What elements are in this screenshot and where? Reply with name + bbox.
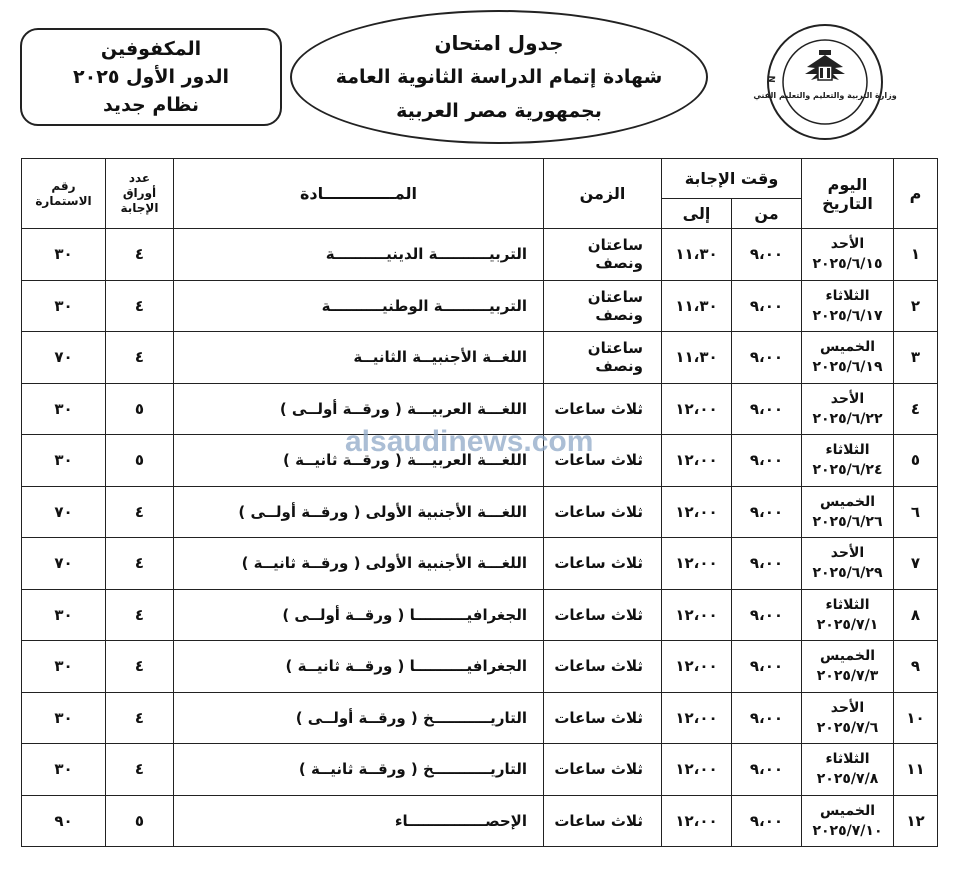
cell-num: ٥ [894, 435, 938, 487]
cell-sheets: ٤ [105, 692, 173, 744]
cell-date: ٢٠٢٥/٦/١٧ [812, 307, 883, 324]
cell-sheets: ٥ [105, 383, 173, 435]
cell-day-date [802, 280, 894, 332]
cell-day-date [802, 332, 894, 384]
cell-subject: الجغرافيــــــــــا ( ورقــة أولــى ) [173, 589, 543, 641]
cell-form: ٣٠ [21, 383, 105, 435]
cell-day-date [802, 795, 894, 847]
cell-form: ٣٠ [21, 692, 105, 744]
cell-duration: ثلاث ساعات [543, 538, 661, 590]
cell-subject: التاريـــــــــــخ ( ورقــة ثانيــة ) [173, 744, 543, 796]
header-sheets-l3: الإجابة [120, 201, 159, 215]
cell-duration: ثلاث ساعات [543, 641, 661, 693]
cell-day-date [802, 641, 894, 693]
cell-form: ٧٠ [21, 486, 105, 538]
cell-duration: ثلاث ساعات [543, 435, 661, 487]
header-from: من [732, 199, 802, 229]
cell-date: ٢٠٢٥/٧/٣ [816, 668, 879, 685]
logo-ring-text: N [767, 75, 779, 84]
cell-subject: اللغـــة الأجنبية الأولى ( ورقــة أولــى ) [173, 486, 543, 538]
cell-sheets: ٤ [105, 641, 173, 693]
table-row [21, 641, 937, 693]
table-row [21, 795, 937, 847]
cell-sheets: ٥ [105, 435, 173, 487]
header-num: م [894, 159, 938, 229]
cell-date: ٢٠٢٥/٦/١٩ [812, 359, 883, 376]
cell-form: ٣٠ [21, 280, 105, 332]
cell-day-date [802, 486, 894, 538]
cell-subject: الجغرافيــــــــــا ( ورقــة ثانيــة ) [173, 641, 543, 693]
info-category: المكفوفين [100, 38, 202, 60]
table-row [21, 538, 937, 590]
certificate-name: شهادة إتمام الدراسة الثانوية العامة [335, 66, 663, 88]
cell-num: ١٢ [894, 795, 938, 847]
cell-duration: ثلاث ساعات [543, 486, 661, 538]
cell-to: ١١،٣٠ [661, 280, 731, 332]
egypt-eagle-emblem-icon [735, 22, 915, 142]
cell-from: ٩،٠٠ [732, 641, 802, 693]
table-row [21, 280, 937, 332]
header-answer-time: وقت الإجابة [661, 159, 801, 199]
cell-sheets: ٤ [105, 229, 173, 281]
cell-form: ٩٠ [21, 795, 105, 847]
cell-duration: ثلاث ساعات [543, 692, 661, 744]
cell-from: ٩،٠٠ [732, 795, 802, 847]
logo-ar-text: وزارة التربية والتعليم والتعليم الفني [753, 91, 897, 100]
cell-duration: ساعتان ونصف [543, 280, 661, 332]
cell-sheets: ٤ [105, 538, 173, 590]
watermark: alsaudinews.com [345, 425, 594, 458]
cell-duration: ساعتان ونصف [543, 229, 661, 281]
cell-day: الثلاثاء [825, 596, 870, 613]
cell-from: ٩،٠٠ [732, 383, 802, 435]
cell-subject: اللغـــة الأجنبية الأولى ( ورقــة ثانيــة ) [173, 538, 543, 590]
cell-duration: ثلاث ساعات [543, 744, 661, 796]
cell-date: ٢٠٢٥/٦/٢٦ [812, 513, 883, 530]
cell-to: ١٢،٠٠ [661, 538, 731, 590]
cell-to: ١١،٣٠ [661, 332, 731, 384]
table-row [21, 229, 937, 281]
cell-duration: ثلاث ساعات [543, 589, 661, 641]
exam-title: جدول امتحان [434, 31, 564, 55]
cell-duration: ثلاث ساعات [543, 795, 661, 847]
cell-to: ١٢،٠٠ [661, 744, 731, 796]
cell-from: ٩،٠٠ [732, 229, 802, 281]
cell-form: ٣٠ [21, 589, 105, 641]
cell-to: ١٢،٠٠ [661, 795, 731, 847]
cell-to: ١٢،٠٠ [661, 589, 731, 641]
exam-schedule-table [22, 158, 938, 847]
cell-to: ١٢،٠٠ [661, 383, 731, 435]
cell-num: ٧ [894, 538, 938, 590]
cell-to: ١٢،٠٠ [661, 435, 731, 487]
table-row [21, 744, 937, 796]
cell-sheets: ٥ [105, 795, 173, 847]
cell-day: الخميس [819, 493, 876, 510]
cell-subject: التاريـــــــــــخ ( ورقــة أولــى ) [173, 692, 543, 744]
cell-day: الأحد [830, 545, 865, 562]
cell-form: ٣٠ [21, 435, 105, 487]
cell-num: ٦ [894, 486, 938, 538]
cell-num: ٩ [894, 641, 938, 693]
cell-sheets: ٤ [105, 589, 173, 641]
header-sheets-l1: عدد [128, 171, 151, 185]
cell-day-date [802, 229, 894, 281]
cell-day-date [802, 383, 894, 435]
cell-from: ٩،٠٠ [732, 589, 802, 641]
cell-day-date [802, 744, 894, 796]
info-round: الدور الأول ٢٠٢٥ [73, 66, 229, 88]
cell-from: ٩،٠٠ [732, 332, 802, 384]
cell-sheets: ٤ [105, 280, 173, 332]
cell-from: ٩،٠٠ [732, 744, 802, 796]
cell-date: ٢٠٢٥/٦/١٥ [812, 256, 883, 273]
cell-day: الخميس [819, 802, 876, 819]
cell-day: الثلاثاء [825, 442, 870, 459]
cell-sheets: ٤ [105, 332, 173, 384]
cell-num: ٨ [894, 589, 938, 641]
svg-text:MINISTRY OF EDUCATION AND TECH [735, 22, 778, 83]
header-to: إلى [661, 199, 731, 229]
cell-num: ١٠ [894, 692, 938, 744]
cell-day: الثلاثاء [825, 751, 870, 768]
cell-day: الأحد [830, 390, 865, 407]
cell-day-date [802, 589, 894, 641]
exam-info-box [20, 28, 282, 126]
info-system: نظام جديد [102, 94, 200, 116]
cell-date: ٢٠٢٥/٦/٢٢ [812, 410, 883, 427]
header-form [21, 159, 105, 229]
header-day-date [802, 159, 894, 229]
cell-subject: التربيـــــــــة الوطنيــــــــــة [173, 280, 543, 332]
cell-num: ٢ [894, 280, 938, 332]
country-name: بجمهورية مصر العربية [396, 100, 602, 122]
cell-day: الأحد [830, 699, 865, 716]
cell-to: ١٢،٠٠ [661, 641, 731, 693]
cell-day: الخميس [819, 648, 876, 665]
cell-subject: الإحصـــــــــــــــاء [173, 795, 543, 847]
cell-from: ٩،٠٠ [732, 486, 802, 538]
cell-to: ١٢،٠٠ [661, 486, 731, 538]
cell-date: ٢٠٢٥/٦/٢٤ [812, 462, 883, 479]
cell-subject: اللغـــة العربيـــة ( ورقــة أولــى ) [173, 383, 543, 435]
cell-from: ٩،٠٠ [732, 538, 802, 590]
header-duration: الزمن [543, 159, 661, 229]
cell-num: ٣ [894, 332, 938, 384]
cell-sheets: ٤ [105, 486, 173, 538]
exam-title-box [290, 10, 708, 144]
cell-form: ٣٠ [21, 229, 105, 281]
cell-date: ٢٠٢٥/٦/٢٩ [812, 565, 883, 582]
cell-sheets: ٤ [105, 744, 173, 796]
cell-to: ١٢،٠٠ [661, 692, 731, 744]
ministry-logo [735, 22, 915, 142]
header-date: التاريخ [822, 193, 873, 213]
cell-date: ٢٠٢٥/٧/١ [816, 616, 879, 633]
cell-duration: ثلاث ساعات [543, 383, 661, 435]
header-sheets-l2: أوراق [122, 186, 157, 200]
header-day: اليوم [827, 174, 868, 194]
header-form-l1: رقم [51, 178, 76, 193]
cell-form: ٣٠ [21, 641, 105, 693]
cell-to: ١١،٣٠ [661, 229, 731, 281]
schedule-rows [21, 229, 937, 847]
cell-day: الخميس [819, 339, 876, 356]
table-row [21, 486, 937, 538]
cell-date: ٢٠٢٥/٧/٦ [816, 719, 879, 736]
cell-form: ٧٠ [21, 538, 105, 590]
cell-day-date [802, 435, 894, 487]
cell-from: ٩،٠٠ [732, 280, 802, 332]
table-row [21, 589, 937, 641]
cell-date: ٢٠٢٥/٧/٨ [816, 771, 879, 788]
table-row [21, 692, 937, 744]
cell-subject: اللغــة الأجنبيــة الثانيــة [173, 332, 543, 384]
cell-day-date [802, 692, 894, 744]
cell-form: ٧٠ [21, 332, 105, 384]
cell-num: ١ [894, 229, 938, 281]
cell-date: ٢٠٢٥/٧/١٠ [812, 822, 883, 839]
cell-subject: اللغـــة العربيـــة ( ورقــة ثانيــة ) [173, 435, 543, 487]
cell-form: ٣٠ [21, 744, 105, 796]
cell-num: ١١ [894, 744, 938, 796]
cell-num: ٤ [894, 383, 938, 435]
table-row [21, 332, 937, 384]
cell-day: الأحد [830, 236, 865, 253]
cell-day: الثلاثاء [825, 287, 870, 304]
header-sheets [105, 159, 173, 229]
cell-from: ٩،٠٠ [732, 435, 802, 487]
cell-subject: التربيــــــــــة الدينيــــــــــة [173, 229, 543, 281]
header-subject: المـــــــــــــادة [173, 159, 543, 229]
cell-duration: ساعتان ونصف [543, 332, 661, 384]
cell-day-date [802, 538, 894, 590]
header-form-l2: الاستمارة [35, 193, 92, 208]
page-header [0, 0, 960, 160]
cell-from: ٩،٠٠ [732, 692, 802, 744]
